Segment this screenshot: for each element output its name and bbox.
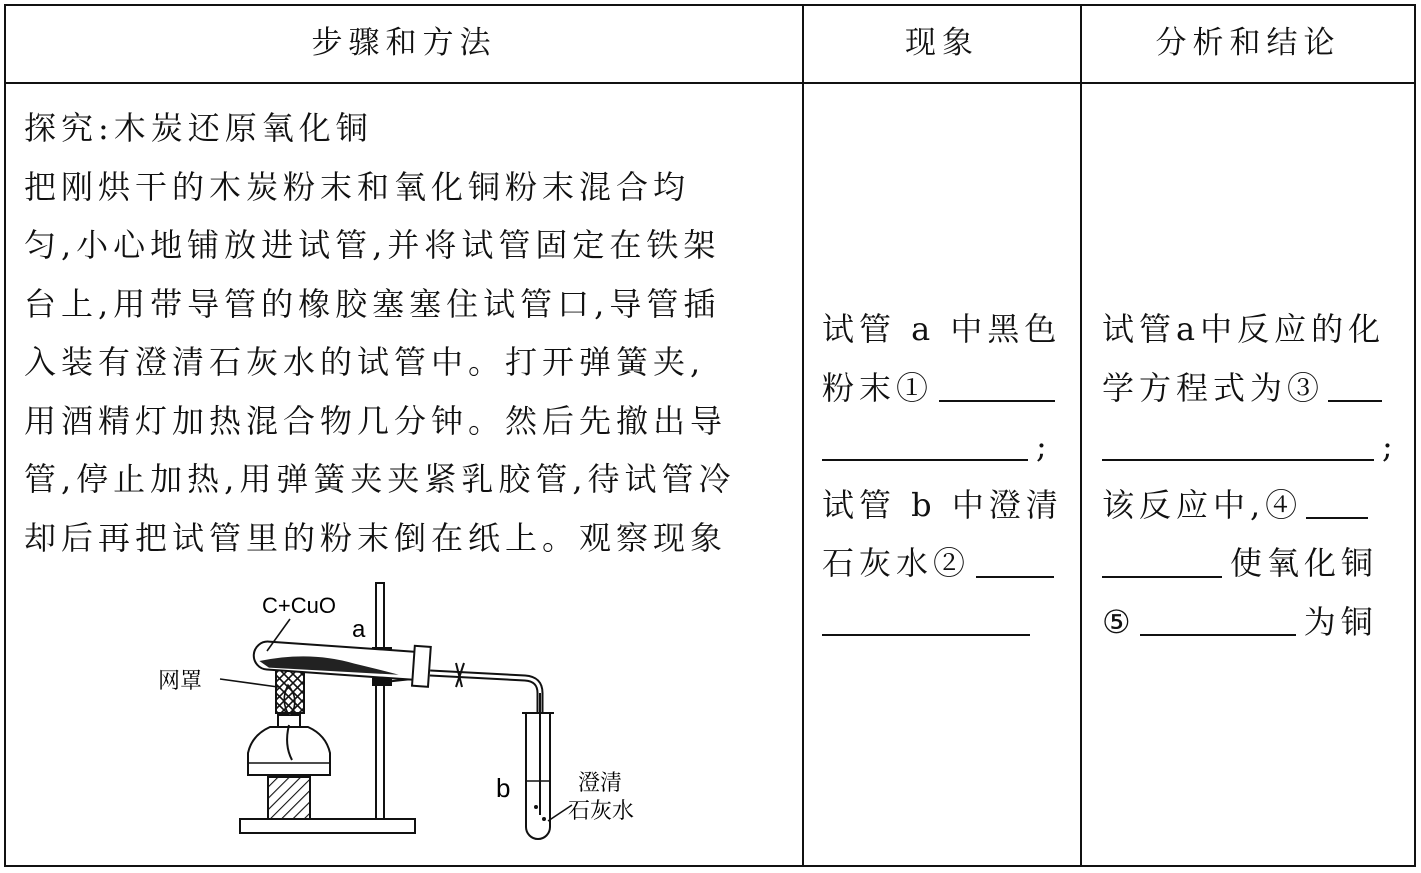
analysis-num-6: ⑤ (1102, 602, 1136, 641)
phenomenon-line-6 (822, 593, 1063, 652)
phenomenon-semicolon: ; (1036, 427, 1052, 465)
steps-line-6: 管,停止加热,用弹簧夹夹紧乳胶管,待试管冷 (24, 460, 736, 498)
phenomenon-line-3 (822, 417, 1063, 476)
analysis-text-2: 学方程式为③ (1102, 368, 1325, 407)
label-tube-a: a (352, 616, 366, 643)
answer-blank-1[interactable] (939, 400, 1055, 402)
phenomenon-text-2: 粉末① (822, 368, 934, 407)
steps-line-2: 匀,小心地铺放进试管,并将试管固定在铁架 (24, 226, 721, 264)
lamp-block (268, 777, 310, 819)
label-mesh: 网罩 (158, 668, 203, 693)
label-limewater-1: 澄清 (578, 770, 623, 795)
analysis-line-6 (1102, 593, 1398, 652)
analysis-semicolon: ; (1382, 427, 1398, 465)
analysis-cell (1102, 300, 1398, 651)
answer-blank-1-cont[interactable] (822, 459, 1028, 461)
steps-title: 探究:木炭还原氧化铜 (24, 109, 373, 147)
analysis-line-3 (1102, 417, 1398, 476)
stand-rod (376, 583, 384, 819)
steps-cell (24, 99, 736, 567)
analysis-line-1: 试管a中反应的化 (1102, 310, 1386, 348)
answer-blank-5[interactable] (1140, 634, 1296, 636)
steps-line-4: 入装有澄清石灰水的试管中。打开弹簧夹, (24, 343, 706, 381)
header-analysis: 分析和结论 (1155, 25, 1341, 61)
stand-base (240, 819, 415, 833)
test-tube-b (526, 713, 550, 839)
phenomenon-line-5 (822, 534, 1063, 593)
answer-blank-2-cont[interactable] (822, 634, 1030, 636)
header-divider (4, 82, 1416, 84)
answer-blank-3[interactable] (1328, 400, 1382, 402)
analysis-line-2 (1102, 359, 1398, 418)
label-tube-b: b (496, 773, 511, 803)
analysis-text-6: 为铜 (1303, 602, 1378, 641)
answer-blank-4[interactable] (1306, 517, 1368, 519)
rubber-stopper (412, 646, 431, 687)
analysis-line-5 (1102, 534, 1398, 593)
delivery-tube (430, 673, 540, 790)
phenomenon-line-4: 试管 b 中澄清 (822, 485, 1063, 524)
header-phenomenon: 现象 (905, 25, 979, 61)
answer-blank-2[interactable] (976, 576, 1054, 578)
analysis-line-4 (1102, 476, 1398, 535)
apparatus-diagram (140, 575, 680, 845)
column-divider-2 (1080, 4, 1082, 867)
answer-blank-4-cont[interactable] (1102, 576, 1222, 578)
steps-line-7: 却后再把试管里的粉末倒在纸上。观察现象 (24, 518, 728, 557)
header-steps: 步骤和方法 (311, 25, 497, 61)
label-limewater-2: 石灰水 (568, 798, 635, 823)
column-divider-1 (802, 4, 804, 867)
label-c-cuo: C+CuO (262, 593, 336, 618)
steps-line-5: 用酒精灯加热混合物几分钟。然后先撤出导 (24, 401, 728, 440)
answer-blank-3-cont[interactable] (1102, 459, 1374, 461)
mesh-cover (276, 667, 304, 713)
phenomenon-line-2 (822, 359, 1063, 418)
phenomenon-line-1: 试管 a 中黑色 (822, 310, 1062, 348)
phenomenon-text-5: 石灰水② (822, 544, 971, 582)
phenomenon-cell (822, 300, 1063, 651)
analysis-text-4: 该反应中,④ (1102, 485, 1303, 524)
analysis-text-5: 使氧化铜 (1230, 544, 1379, 582)
steps-line-1: 把刚烘干的木炭粉末和氧化铜粉末混合均 (24, 167, 691, 206)
steps-line-3: 台上,用带导管的橡胶塞塞住试管口,导管插 (24, 284, 721, 323)
